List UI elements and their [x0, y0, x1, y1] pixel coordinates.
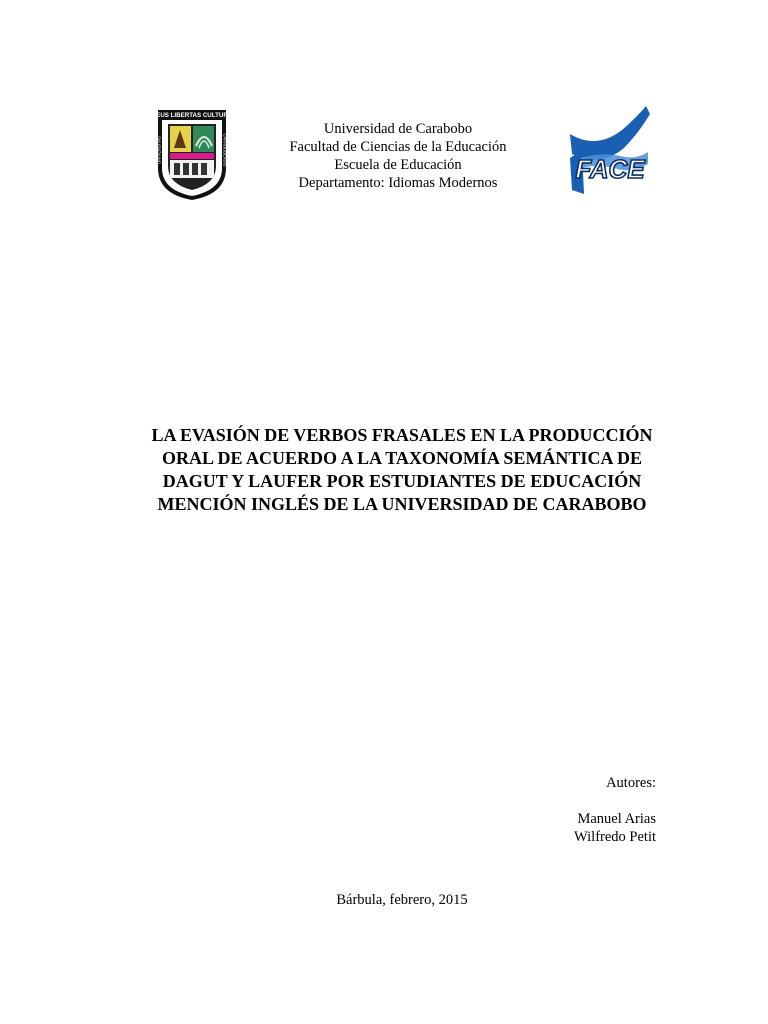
- university-seal-logo: [152, 106, 232, 202]
- title-line: LA EVASIÓN DE VERBOS FRASALES EN LA PRODUCCIÓN: [151, 425, 653, 445]
- place-date: Bárbula, febrero, 2015: [336, 892, 468, 908]
- department-name: Departamento: Idiomas Modernos: [298, 175, 498, 191]
- seal-right-text: CARABOBENSIS: [222, 133, 228, 167]
- university-name: Universidad de Carabobo: [323, 121, 473, 137]
- title-line: MENCIÓN INGLÉS DE LA UNIVERSIDAD DE CARABOBO: [157, 494, 647, 514]
- author-name: Manuel Arias: [577, 811, 656, 827]
- institution-header: [240, 120, 556, 192]
- authors-block: [574, 774, 656, 846]
- authors-label: Autores:: [606, 775, 656, 791]
- school-name: Escuela de Educación: [334, 157, 462, 173]
- title-line: ORAL DE ACUERDO A LA TAXONOMÍA SEMÁNTICA DE: [162, 448, 642, 468]
- seal-motto: DEUS LIBERTAS CULTURA: [152, 112, 232, 119]
- face-logo-icon: [566, 104, 652, 198]
- seal-left-text: UNIVERSITAS: [156, 136, 162, 164]
- thesis-title: [100, 424, 704, 516]
- title-line: DAGUT Y LAUFER POR ESTUDIANTES DE EDUCACIÓN: [162, 471, 642, 491]
- face-logo-text: FACE: [575, 154, 645, 184]
- faculty-name: Facultad de Ciencias de la Educación: [289, 139, 507, 155]
- university-seal-icon: [152, 106, 232, 202]
- face-logo: [566, 104, 652, 198]
- author-name: Wilfredo Petit: [574, 829, 656, 845]
